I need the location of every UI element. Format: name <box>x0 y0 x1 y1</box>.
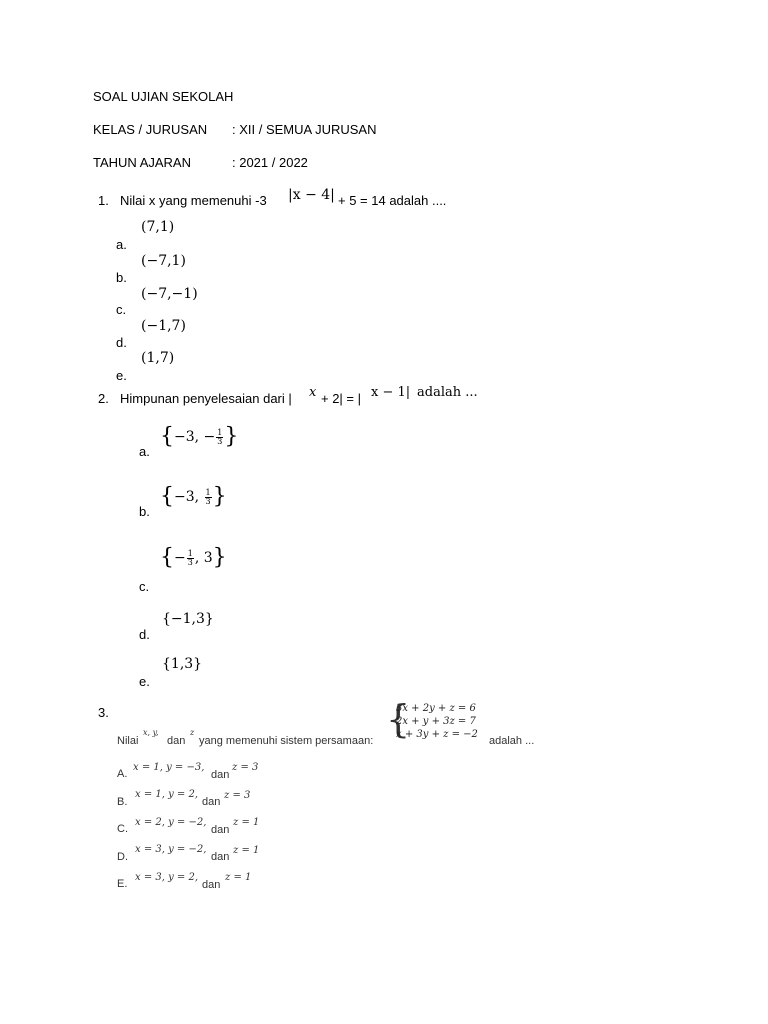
q3-option-d-letter: D. <box>117 851 128 863</box>
q1-option-a-letter: a. <box>116 237 127 252</box>
q3-option-c-letter: C. <box>117 823 128 835</box>
q3-option-e-dan: dan <box>202 879 221 891</box>
q3-equation-3: x + 3y + z = −2 <box>396 729 478 740</box>
q3-option-a-z: z = 3 <box>232 762 259 773</box>
q3-option-c-dan: dan <box>211 824 230 836</box>
q2-option-c-value: {− $\frac{1}{3}$ , 3} <box>160 545 227 570</box>
document-title: SOAL UJIAN SEKOLAH <box>93 89 234 104</box>
q1-number: 1. <box>98 193 109 208</box>
q2-abs-expression: x − 1| <box>371 385 411 400</box>
q2-option-c-letter: c. <box>139 579 150 594</box>
q1-text-before: Nilai x yang memenuhi -3 <box>120 193 267 208</box>
q2-text-mid: + 2| = | <box>321 391 362 406</box>
q3-option-d-dan: dan <box>211 851 230 863</box>
q1-option-c-value: (−7,−1) <box>141 286 198 302</box>
q2-option-b-value: {−3, $\frac{1}{3}$ } <box>160 484 227 509</box>
q2-option-d-letter: d. <box>139 627 150 642</box>
q2-option-a-value: {−3, − $\frac{1}{3}$ } <box>160 424 239 449</box>
q3-option-c-z: z = 1 <box>233 817 260 828</box>
q2-text-after: adalah ... <box>417 385 478 400</box>
q3-vars: x, y, <box>143 728 159 737</box>
q3-text-after: adalah ... <box>489 735 535 747</box>
q3-option-e-xy: x = 3, y = 2, <box>135 872 199 883</box>
q3-equation-1: 3x + 2y + z = 6 <box>396 703 476 714</box>
q3-option-a-letter: A. <box>117 768 128 780</box>
tahun-value: : 2021 / 2022 <box>232 155 308 170</box>
q3-option-a-dan: dan <box>211 769 230 781</box>
q3-option-b-xy: x = 1, y = 2, <box>135 789 199 800</box>
q2-option-e-letter: e. <box>139 674 150 689</box>
q3-option-c-xy: x = 2, y = −2, <box>135 817 207 828</box>
q1-option-d-value: (−1,7) <box>141 318 186 334</box>
q1-option-b-value: (−7,1) <box>141 253 186 269</box>
q3-text-dan: dan <box>167 735 186 747</box>
q3-var-z: z <box>190 728 195 737</box>
q3-text-nilai: Nilai <box>117 735 139 747</box>
kelas-value: : XII / SEMUA JURUSAN <box>232 122 377 137</box>
kelas-label: KELAS / JURUSAN <box>93 122 208 137</box>
q2-text-before: Himpunan penyelesaian dari | <box>120 391 292 406</box>
q3-option-e-letter: E. <box>117 878 128 890</box>
q1-option-d-letter: d. <box>116 335 127 350</box>
q3-option-b-dan: dan <box>202 796 221 808</box>
q3-equation-2: 2x + y + 3z = 7 <box>396 716 476 727</box>
q3-system-brace: { <box>386 697 411 741</box>
q3-number: 3. <box>98 705 109 720</box>
q1-option-b-letter: b. <box>116 270 127 285</box>
q2-number: 2. <box>98 391 109 406</box>
q2-option-e-value: {1,3} <box>162 656 203 672</box>
q3-option-d-z: z = 1 <box>233 845 260 856</box>
q3-option-a-xy: x = 1, y = −3, <box>133 762 205 773</box>
q1-option-c-letter: c. <box>116 302 127 317</box>
q3-option-b-z: z = 3 <box>224 790 251 801</box>
q1-text-after: + 5 = 14 adalah .... <box>338 193 447 208</box>
q3-system-equations <box>396 702 478 741</box>
q3-text-mid: yang memenuhi sistem persamaan: <box>199 735 374 747</box>
tahun-label: TAHUN AJARAN <box>93 155 191 170</box>
q2-option-b-letter: b. <box>139 504 150 519</box>
q1-option-e-letter: e. <box>116 368 127 383</box>
q3-option-e-z: z = 1 <box>225 872 252 883</box>
q1-abs-expression: |x − 4| <box>288 187 335 203</box>
q1-option-a-value: (7,1) <box>141 219 175 235</box>
q2-var-x: x <box>309 385 317 400</box>
q1-option-e-value: (1,7) <box>141 350 175 366</box>
q2-option-d-value: {−1,3} <box>162 611 214 627</box>
q3-option-b-letter: B. <box>117 796 128 808</box>
q3-option-d-xy: x = 3, y = −2, <box>135 844 207 855</box>
q2-option-a-letter: a. <box>139 444 150 459</box>
